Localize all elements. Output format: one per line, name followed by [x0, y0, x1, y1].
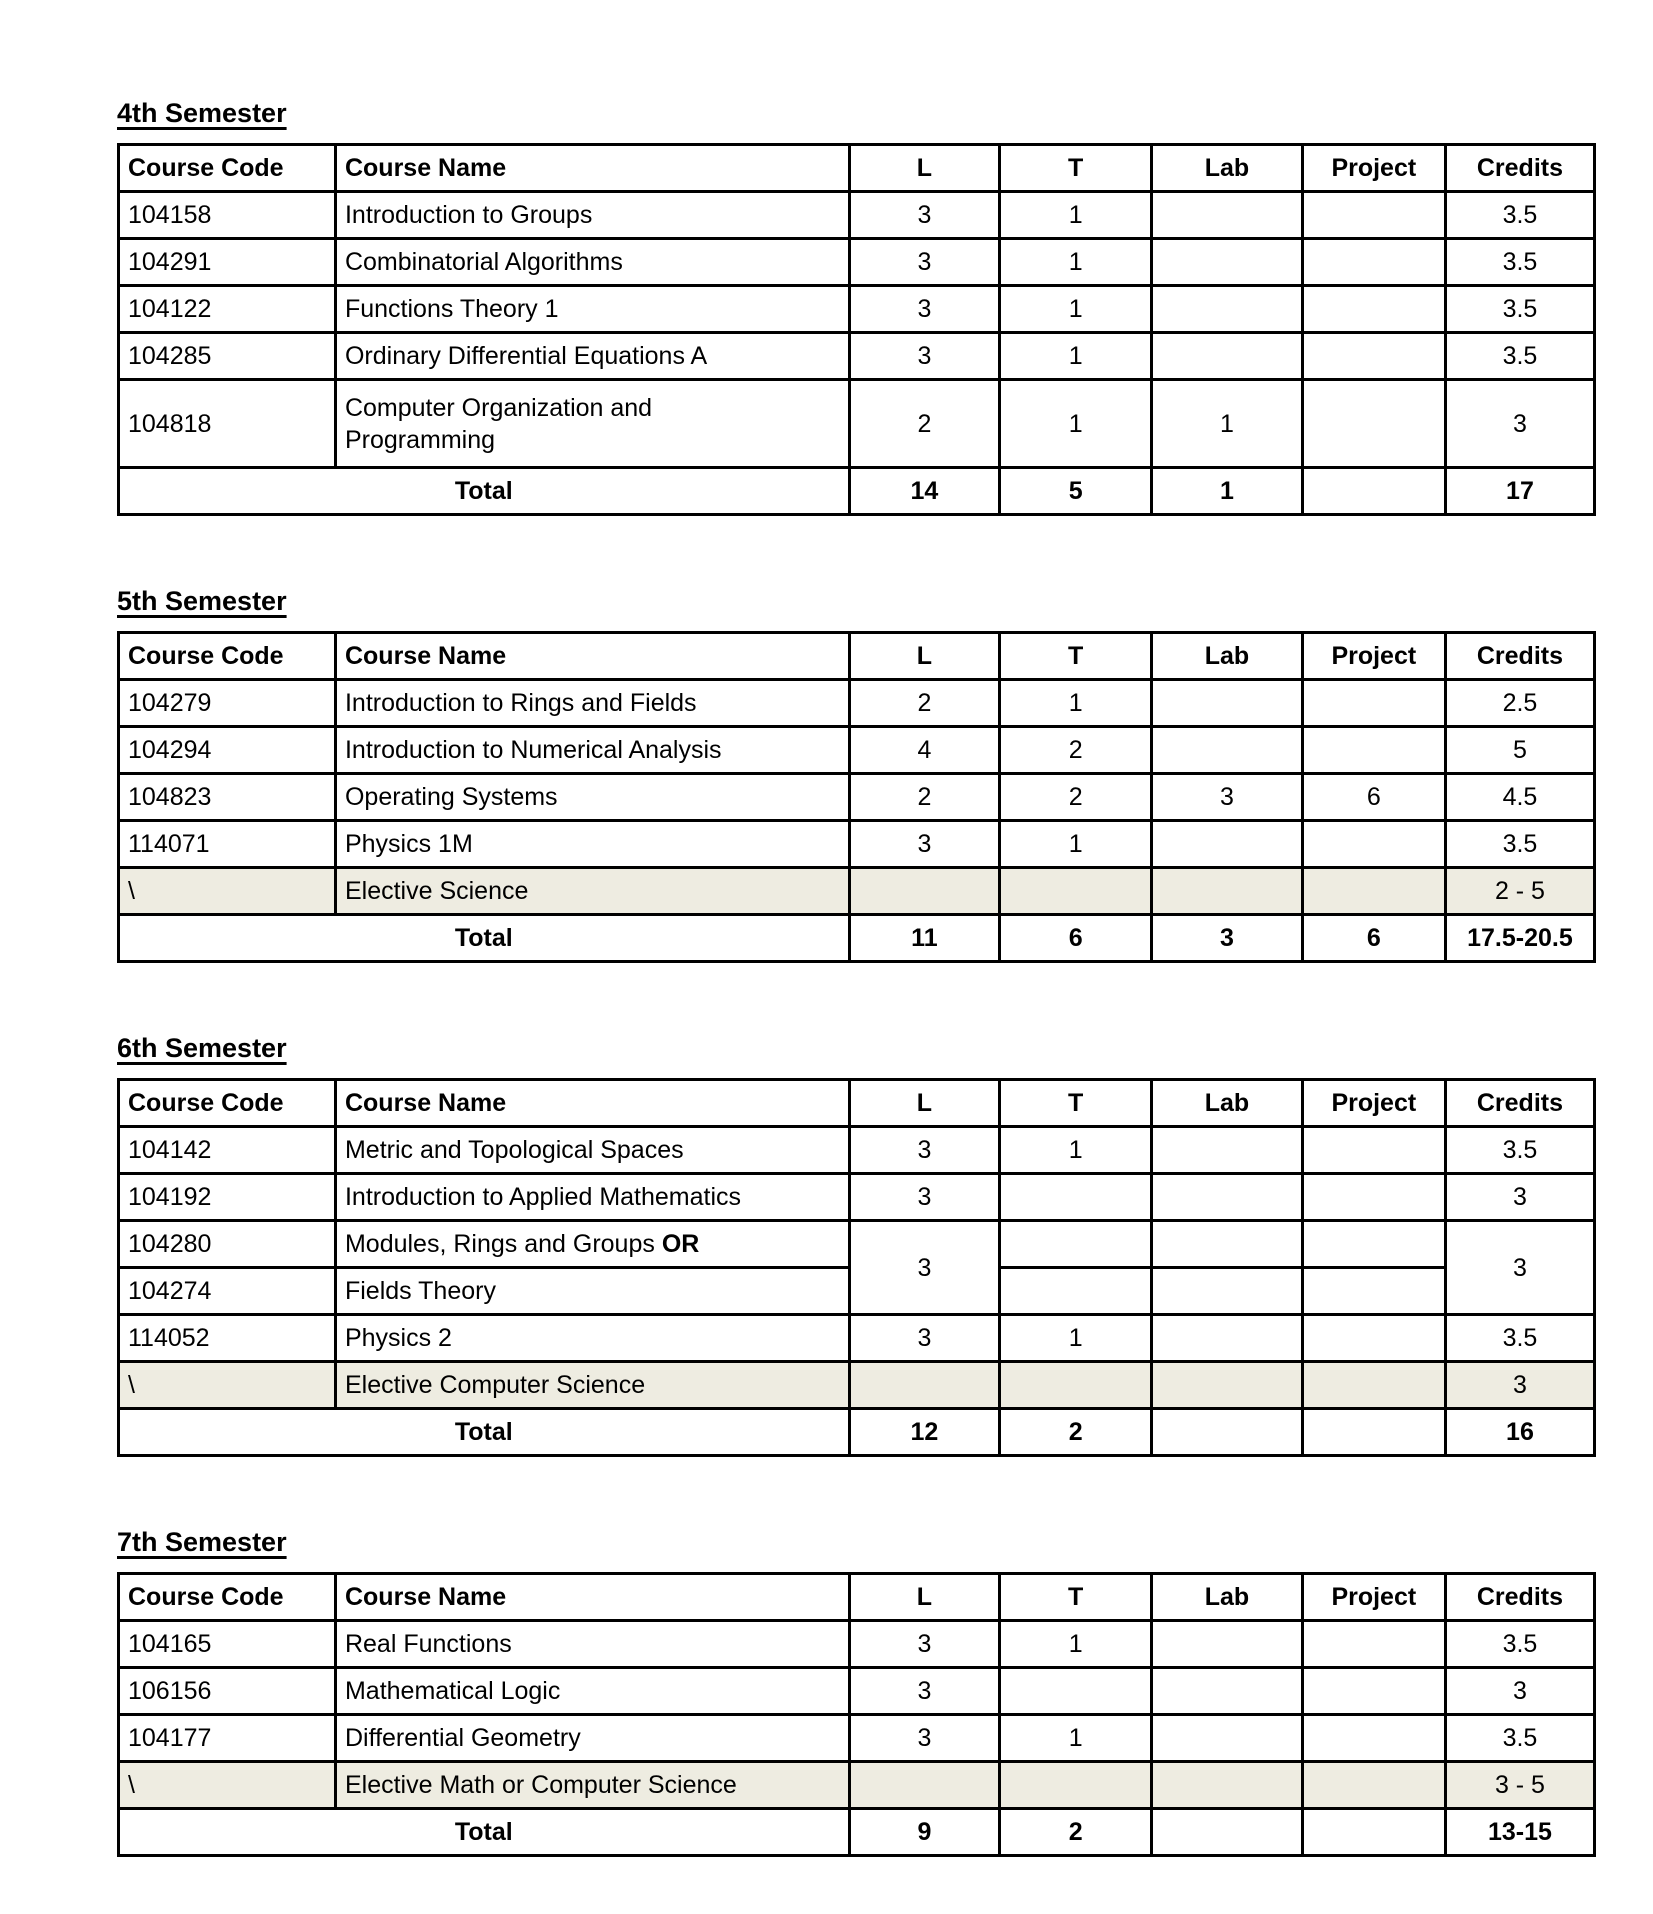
cell-lab	[1152, 1715, 1303, 1762]
cell-course-name: Combinatorial Algorithms	[335, 239, 849, 286]
cell-lab	[1152, 333, 1303, 380]
cell-l	[849, 1762, 1000, 1809]
cell-l: 3	[849, 1127, 1000, 1174]
cell-course-code: 104291	[119, 239, 336, 286]
cell-project	[1302, 192, 1445, 239]
cell-project	[1302, 1362, 1445, 1409]
total-credits: 17.5-20.5	[1445, 915, 1594, 962]
header-course-name: Course Name	[335, 145, 849, 192]
cell-credits: 3.5	[1445, 1127, 1594, 1174]
total-label: Total	[119, 1409, 850, 1456]
total-l: 11	[849, 915, 1000, 962]
semester-7-table	[117, 1572, 1596, 1857]
total-project	[1302, 1409, 1445, 1456]
header-l: L	[849, 633, 1000, 680]
table-row	[119, 1127, 1595, 1174]
total-label: Total	[119, 1809, 850, 1856]
cell-course-name: Introduction to Numerical Analysis	[335, 727, 849, 774]
cell-project	[1302, 380, 1445, 468]
semester-6-title: 6th Semester	[117, 1033, 287, 1063]
cell-credits: 3.5	[1445, 286, 1594, 333]
cell-course-name	[335, 1221, 849, 1268]
course-name-line-2: Programming	[344, 425, 496, 454]
cell-l: 3	[849, 286, 1000, 333]
cell-project	[1302, 1221, 1445, 1268]
header-row	[119, 1080, 1595, 1127]
cell-course-name: Introduction to Applied Mathematics	[335, 1174, 849, 1221]
cell-t	[1000, 868, 1152, 915]
cell-course-name: Real Functions	[335, 1621, 849, 1668]
cell-l: 2	[849, 380, 1000, 468]
cell-course-name: Elective Science	[335, 868, 849, 915]
cell-project	[1302, 1127, 1445, 1174]
header-t: T	[1000, 1080, 1152, 1127]
cell-course-name: Differential Geometry	[335, 1715, 849, 1762]
cell-credits: 3	[1445, 1174, 1594, 1221]
cell-credits: 3.5	[1445, 1715, 1594, 1762]
cell-t: 1	[1000, 680, 1152, 727]
header-course-code: Course Code	[119, 145, 336, 192]
header-row	[119, 145, 1595, 192]
cell-course-code: \	[119, 868, 336, 915]
cell-l: 4	[849, 727, 1000, 774]
cell-project	[1302, 1668, 1445, 1715]
cell-t: 1	[1000, 380, 1152, 468]
cell-credits: 3.5	[1445, 821, 1594, 868]
total-project	[1302, 468, 1445, 515]
cell-course-code: 104285	[119, 333, 336, 380]
cell-credits: 3	[1445, 1668, 1594, 1715]
cell-credits: 4.5	[1445, 774, 1594, 821]
cell-course-name: Operating Systems	[335, 774, 849, 821]
header-course-code: Course Code	[119, 1574, 336, 1621]
cell-credits: 2 - 5	[1445, 868, 1594, 915]
header-credits: Credits	[1445, 145, 1594, 192]
total-lab: 1	[1152, 468, 1303, 515]
header-course-code: Course Code	[119, 1080, 336, 1127]
cell-lab	[1152, 1315, 1303, 1362]
cell-l: 3	[849, 333, 1000, 380]
cell-t	[1000, 1362, 1152, 1409]
cell-project	[1302, 680, 1445, 727]
cell-lab	[1152, 286, 1303, 333]
table-row-or-option-1	[119, 1221, 1595, 1268]
cell-lab	[1152, 821, 1303, 868]
header-lab: Lab	[1152, 1574, 1303, 1621]
cell-lab: 3	[1152, 774, 1303, 821]
header-course-name: Course Name	[335, 633, 849, 680]
total-l: 9	[849, 1809, 1000, 1856]
cell-t: 1	[1000, 1715, 1152, 1762]
cell-t	[1000, 1668, 1152, 1715]
cell-lab	[1152, 192, 1303, 239]
cell-course-code: 104818	[119, 380, 336, 468]
cell-course-name: Mathematical Logic	[335, 1668, 849, 1715]
cell-l-merged: 3	[849, 1221, 1000, 1315]
header-course-name: Course Name	[335, 1574, 849, 1621]
cell-lab	[1152, 1621, 1303, 1668]
cell-t	[1000, 1221, 1152, 1268]
cell-project	[1302, 1715, 1445, 1762]
table-row	[119, 333, 1595, 380]
cell-t: 1	[1000, 1315, 1152, 1362]
cell-t: 2	[1000, 727, 1152, 774]
cell-course-code: \	[119, 1362, 336, 1409]
table-row	[119, 680, 1595, 727]
semester-7-section	[117, 1527, 1653, 1857]
cell-lab	[1152, 239, 1303, 286]
cell-course-name: Physics 2	[335, 1315, 849, 1362]
table-row	[119, 1621, 1595, 1668]
cell-l: 3	[849, 821, 1000, 868]
table-row	[119, 380, 1595, 468]
total-row	[119, 1409, 1595, 1456]
total-lab	[1152, 1809, 1303, 1856]
table-row	[119, 239, 1595, 286]
cell-project	[1302, 821, 1445, 868]
cell-project	[1302, 1762, 1445, 1809]
table-row	[119, 727, 1595, 774]
cell-t: 2	[1000, 774, 1152, 821]
cell-project	[1302, 868, 1445, 915]
cell-course-code: 104280	[119, 1221, 336, 1268]
cell-credits-merged: 3	[1445, 1221, 1594, 1315]
cell-l: 2	[849, 774, 1000, 821]
cell-t: 1	[1000, 1621, 1152, 1668]
cell-credits: 2.5	[1445, 680, 1594, 727]
cell-course-code: 104279	[119, 680, 336, 727]
header-project: Project	[1302, 1080, 1445, 1127]
header-t: T	[1000, 633, 1152, 680]
cell-course-name: Introduction to Groups	[335, 192, 849, 239]
semester-4-section	[117, 98, 1653, 516]
cell-l: 3	[849, 1174, 1000, 1221]
total-lab: 3	[1152, 915, 1303, 962]
table-row	[119, 1668, 1595, 1715]
cell-course-name: Introduction to Rings and Fields	[335, 680, 849, 727]
cell-t: 1	[1000, 286, 1152, 333]
total-project	[1302, 1809, 1445, 1856]
cell-lab: 1	[1152, 380, 1303, 468]
cell-l	[849, 1362, 1000, 1409]
total-row	[119, 1809, 1595, 1856]
cell-course-code: 104177	[119, 1715, 336, 1762]
cell-course-code: 104165	[119, 1621, 336, 1668]
cell-t: 1	[1000, 239, 1152, 286]
cell-lab	[1152, 1174, 1303, 1221]
header-lab: Lab	[1152, 1080, 1303, 1127]
cell-l: 3	[849, 239, 1000, 286]
total-credits: 17	[1445, 468, 1594, 515]
cell-lab	[1152, 727, 1303, 774]
cell-credits: 3.5	[1445, 239, 1594, 286]
cell-t	[1000, 1174, 1152, 1221]
cell-t: 1	[1000, 333, 1152, 380]
cell-l: 3	[849, 1715, 1000, 1762]
cell-l: 2	[849, 680, 1000, 727]
total-credits: 16	[1445, 1409, 1594, 1456]
header-t: T	[1000, 145, 1152, 192]
table-row	[119, 1715, 1595, 1762]
cell-t	[1000, 1268, 1152, 1315]
cell-l: 3	[849, 1315, 1000, 1362]
cell-lab	[1152, 680, 1303, 727]
cell-project	[1302, 1621, 1445, 1668]
header-l: L	[849, 145, 1000, 192]
cell-course-code: 104274	[119, 1268, 336, 1315]
total-label: Total	[119, 468, 850, 515]
cell-course-name	[335, 380, 849, 468]
cell-credits: 3.5	[1445, 1621, 1594, 1668]
table-row	[119, 774, 1595, 821]
or-text: OR	[661, 1230, 700, 1258]
cell-course-code: 104823	[119, 774, 336, 821]
header-project: Project	[1302, 145, 1445, 192]
header-row	[119, 1574, 1595, 1621]
cell-credits: 3	[1445, 1362, 1594, 1409]
header-l: L	[849, 1080, 1000, 1127]
semester-7-title: 7th Semester	[117, 1527, 287, 1557]
header-credits: Credits	[1445, 1080, 1594, 1127]
elective-row	[119, 868, 1595, 915]
cell-lab	[1152, 868, 1303, 915]
cell-credits: 3.5	[1445, 1315, 1594, 1362]
cell-project	[1302, 286, 1445, 333]
total-t: 2	[1000, 1409, 1152, 1456]
cell-course-name: Physics 1M	[335, 821, 849, 868]
table-row	[119, 821, 1595, 868]
cell-course-name: Ordinary Differential Equations A	[335, 333, 849, 380]
total-project: 6	[1302, 915, 1445, 962]
header-course-code: Course Code	[119, 633, 336, 680]
total-label: Total	[119, 915, 850, 962]
cell-project	[1302, 1315, 1445, 1362]
header-credits: Credits	[1445, 633, 1594, 680]
header-l: L	[849, 1574, 1000, 1621]
total-lab	[1152, 1409, 1303, 1456]
cell-lab	[1152, 1268, 1303, 1315]
cell-project	[1302, 1174, 1445, 1221]
cell-credits: 5	[1445, 727, 1594, 774]
cell-t: 1	[1000, 1127, 1152, 1174]
header-project: Project	[1302, 633, 1445, 680]
elective-row	[119, 1362, 1595, 1409]
total-row	[119, 915, 1595, 962]
cell-l	[849, 868, 1000, 915]
cell-course-code: 106156	[119, 1668, 336, 1715]
cell-t: 1	[1000, 821, 1152, 868]
header-project: Project	[1302, 1574, 1445, 1621]
cell-credits: 3.5	[1445, 333, 1594, 380]
header-t: T	[1000, 1574, 1152, 1621]
course-name-text: Modules, Rings and Groups	[344, 1230, 655, 1258]
semester-5-title: 5th Semester	[117, 586, 287, 616]
header-credits: Credits	[1445, 1574, 1594, 1621]
header-lab: Lab	[1152, 145, 1303, 192]
elective-row	[119, 1762, 1595, 1809]
cell-lab	[1152, 1221, 1303, 1268]
cell-credits: 3.5	[1445, 192, 1594, 239]
cell-l: 3	[849, 1621, 1000, 1668]
semester-5-table	[117, 631, 1596, 963]
cell-course-code: 104122	[119, 286, 336, 333]
total-t: 5	[1000, 468, 1152, 515]
cell-t	[1000, 1762, 1152, 1809]
cell-lab	[1152, 1362, 1303, 1409]
header-lab: Lab	[1152, 633, 1303, 680]
cell-project	[1302, 333, 1445, 380]
cell-course-code: 104192	[119, 1174, 336, 1221]
table-row	[119, 286, 1595, 333]
cell-l: 3	[849, 1668, 1000, 1715]
cell-course-code: 114052	[119, 1315, 336, 1362]
cell-course-name: Functions Theory 1	[335, 286, 849, 333]
cell-lab	[1152, 1668, 1303, 1715]
semester-4-table	[117, 143, 1596, 516]
cell-project: 6	[1302, 774, 1445, 821]
header-row	[119, 633, 1595, 680]
cell-lab	[1152, 1127, 1303, 1174]
cell-course-code: \	[119, 1762, 336, 1809]
table-row	[119, 1315, 1595, 1362]
course-name-line-1: Computer Organization and	[344, 393, 653, 422]
total-t: 6	[1000, 915, 1152, 962]
cell-course-code: 104142	[119, 1127, 336, 1174]
cell-course-code: 104158	[119, 192, 336, 239]
cell-credits: 3	[1445, 380, 1594, 468]
total-row	[119, 468, 1595, 515]
cell-l: 3	[849, 192, 1000, 239]
table-row	[119, 1174, 1595, 1221]
cell-project	[1302, 239, 1445, 286]
total-t: 2	[1000, 1809, 1152, 1856]
cell-lab	[1152, 1762, 1303, 1809]
cell-course-name: Elective Computer Science	[335, 1362, 849, 1409]
cell-course-code: 104294	[119, 727, 336, 774]
cell-course-name: Metric and Topological Spaces	[335, 1127, 849, 1174]
semester-4-title: 4th Semester	[117, 98, 287, 128]
cell-project	[1302, 727, 1445, 774]
cell-project	[1302, 1268, 1445, 1315]
table-row	[119, 192, 1595, 239]
total-l: 12	[849, 1409, 1000, 1456]
total-l: 14	[849, 468, 1000, 515]
semester-6-section	[117, 1033, 1653, 1457]
cell-credits: 3 - 5	[1445, 1762, 1594, 1809]
semester-5-section	[117, 586, 1653, 963]
header-course-name: Course Name	[335, 1080, 849, 1127]
semester-6-table	[117, 1078, 1596, 1457]
total-credits: 13-15	[1445, 1809, 1594, 1856]
cell-course-name: Fields Theory	[335, 1268, 849, 1315]
cell-t: 1	[1000, 192, 1152, 239]
cell-course-name: Elective Math or Computer Science	[335, 1762, 849, 1809]
cell-course-code: 114071	[119, 821, 336, 868]
